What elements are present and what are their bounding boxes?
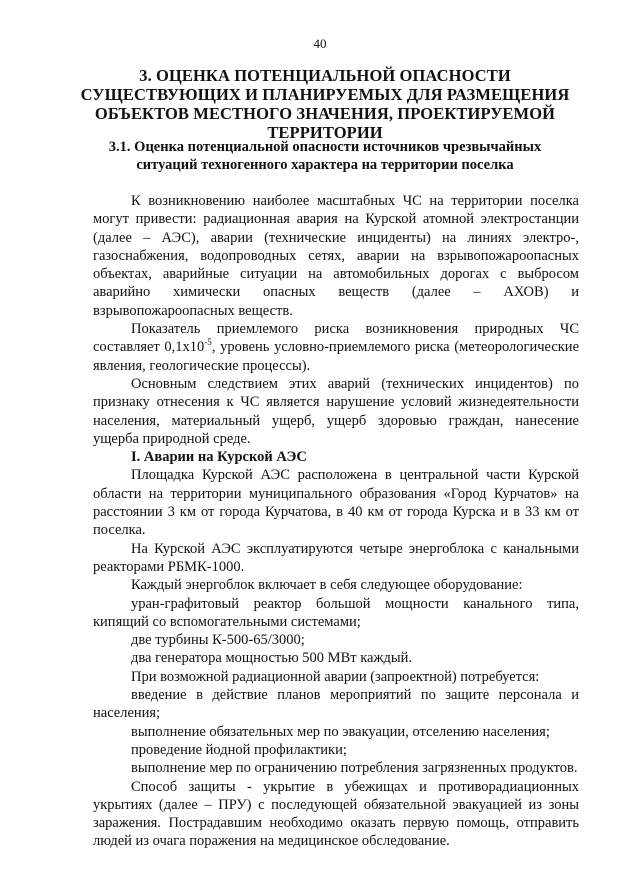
page-number: 40 bbox=[313, 36, 327, 51]
paragraph-accident-measures: При возможной радиационной аварии (запроектной) потребуется: bbox=[131, 668, 540, 685]
risk-text-start: Показатель приемлемого риска возникновения природных ЧС составляет 0,1х10 bbox=[93, 321, 579, 356]
document-body bbox=[93, 192, 579, 851]
paragraph-consequences: Основным следствием этих аварий (технических инцидентов) по признаку отнесения к ЧС является нарушение условий жизнедеятельности населения, материальный ущерб, ущерб здоровью граждан, нанесение ущерба природной среде. bbox=[93, 375, 579, 447]
section-title: 3. ОЦЕНКА ПОТЕНЦИАЛЬНОЙ ОПАСНОСТИ СУЩЕСТВУЮЩИХ И ПЛАНИРУЕМЫХ ДЛЯ РАЗМЕЩЕНИЯ ОБЪЕКТОВ МЕСТНОГО ЗНАЧЕНИЯ, ПРОЕКТИРУЕМОЙ ТЕРРИТОРИИ bbox=[80, 66, 570, 142]
subsection-title: 3.1. Оценка потенциальной опасности источников чрезвычайных ситуаций техногенного характера на территории поселка bbox=[108, 139, 542, 173]
list-item-iodine: проведение йодной профилактики; bbox=[131, 741, 347, 758]
paragraph-protection-method: Способ защиты - укрытие в убежищах и противорадиационных укрытиях (далее – ПРУ) с последующей обязательной эвакуацией из зоны заражения. Пострадавшим необходимо оказать первую помощь, отправить людей из очага поражения на медицинское обследование. bbox=[93, 778, 579, 850]
list-item-generators: два генератора мощностью 500 МВт каждый. bbox=[131, 650, 412, 667]
risk-exponent: -5 bbox=[204, 337, 212, 348]
risk-text-end: , уровень условно-приемлемого риска (метеорологические явления, геологические процессы). bbox=[93, 339, 580, 374]
list-item-evacuation: выполнение обязательных мер по эвакуации, отселению населения; bbox=[131, 723, 550, 740]
paragraph-acceptable-risk bbox=[93, 320, 579, 375]
paragraph-chs-sources: К возникновению наиболее масштабных ЧС на территории поселка могут привести: радиационная авария на Курской атомной электростанции (далее – АЭС), аварии (технические инциденты) на линиях электро-, газоснабжения, водопроводных сетях, аварии на взрывопожароопасных объектах, аварийные ситуации на автомобильных дорогах с выбросом аварийно химически опасных веществ (далее – АХОВ) и взрывопожароопасных веществ. bbox=[93, 193, 579, 319]
paragraph-npp-location: Площадка Курской АЭС расположена в центральной части Курской области на территории муниципального образования «Город Курчатов» на расстоянии 3 км от города Курчатова, в 40 км от города Курска и в 33 км от поселка. bbox=[93, 467, 579, 539]
paragraph-npp-units: На Курской АЭС эксплуатируются четыре энергоблока с канальными реакторами РБМК-1000. bbox=[93, 540, 579, 575]
heading-kursk-npp-accidents: I. Аварии на Курской АЭС bbox=[131, 449, 307, 466]
list-item-reactor: уран-графитовый реактор большой мощности канального типа, кипящий со вспомогательными системами; bbox=[93, 595, 579, 630]
list-item-protection-plans: введение в действие планов мероприятий по защите персонала и населения; bbox=[93, 687, 579, 722]
paragraph-unit-equipment: Каждый энергоблок включает в себя следующее оборудование: bbox=[131, 577, 523, 594]
list-item-food-restriction: выполнение мер по ограничению потребления загрязненных продуктов. bbox=[131, 760, 578, 777]
list-item-turbines: две турбины К-500-65/3000; bbox=[131, 632, 305, 649]
